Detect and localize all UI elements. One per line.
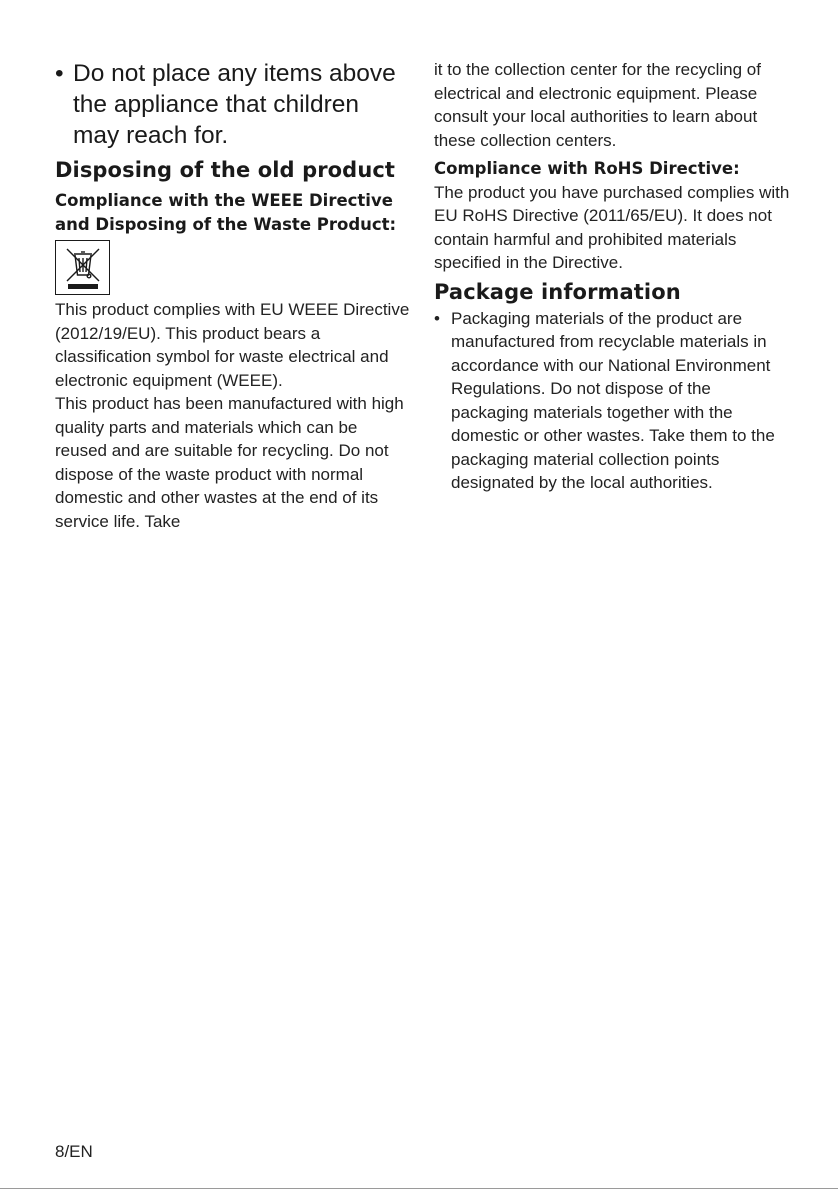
weee-paragraph-continued: it to the collection center for the recycling of electrical and electronic equipment. Please consult your local authorities to learn about these collection centers. xyxy=(434,60,761,150)
crossed-out-wheelie-bin-icon xyxy=(61,245,105,291)
page-number: 8/EN xyxy=(55,1142,93,1161)
package-bullet xyxy=(434,307,790,495)
children-safety-bullet xyxy=(55,58,411,151)
rohs-paragraph: The product you have purchased complies with EU RoHS Directive (2011/65/EU). It does not contain harmful and prohibited materials specified in the Directive. xyxy=(434,182,790,272)
package-bullet-text: Packaging materials of the product are manufactured from recyclable materials in accordance with our National Environment Regulations. Do not dispose of the packaging materials together with the domestic or other wastes. Take them to the packaging material collection points designated by the local authorities. xyxy=(451,308,775,492)
right-column xyxy=(434,58,790,495)
package-section-title: Package information xyxy=(434,279,681,304)
bullet-dot: • xyxy=(55,60,64,87)
disposing-section-title: Disposing of the old product xyxy=(55,158,396,182)
children-safety-text: Do not place any items above the appliance that children may reach for. xyxy=(73,60,396,149)
weee-paragraph-recycling: This product has been manufactured with high quality parts and materials which can be reused and are suitable for recycling. Do not dispose of the waste product with normal domestic and other wastes at the end of its service life. Take xyxy=(55,394,404,531)
rohs-heading: Compliance with RoHS Directive: xyxy=(434,159,740,178)
left-column xyxy=(55,58,411,533)
weee-paragraph-directive: This product complies with EU WEEE Directive (2012/19/EU). This product bears a classification symbol for waste electrical and electronic equipment (WEEE). xyxy=(55,300,410,390)
weee-heading: Compliance with the WEEE Directive and Disposing of the Waste Product: xyxy=(55,191,397,234)
weee-symbol xyxy=(55,240,110,295)
footer-divider xyxy=(0,1188,838,1189)
bullet-dot: • xyxy=(434,308,440,328)
